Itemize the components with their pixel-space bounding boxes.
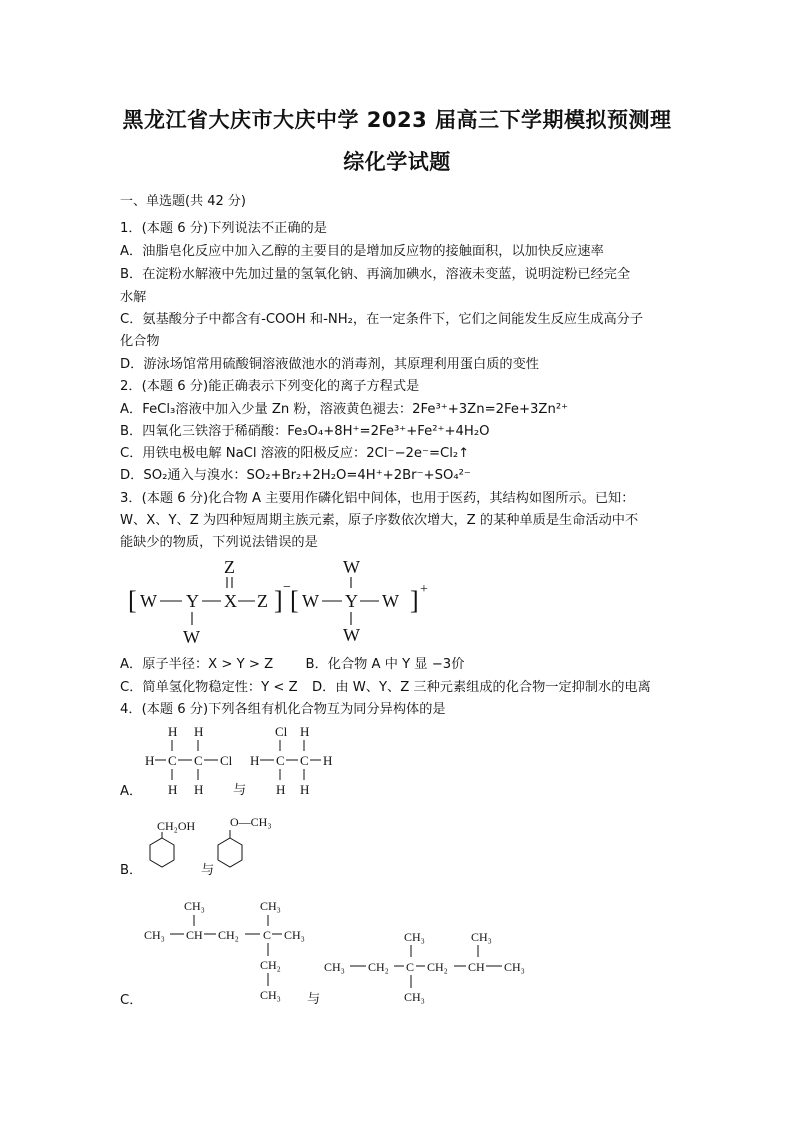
svg-text:H: H: [145, 753, 155, 768]
q1-option-a: A．油脂皂化反应中加入乙醇的主要目的是增加反应物的接触面积，以加快反应速率: [120, 244, 604, 259]
svg-text:CH₂: CH₂: [368, 960, 389, 974]
q4-option-a-yu: 与: [233, 783, 247, 798]
q2-option-b: B．四氧化三铁溶于稀硝酸：Fe₃O₄+8H⁺=2Fe³⁺+Fe²⁺+4H₂O: [120, 424, 490, 439]
section-header: 一、单选题(共 42 分): [120, 194, 246, 209]
atom-w-c-bottom: W: [343, 625, 360, 645]
svg-text:CH₃: CH₃: [184, 899, 205, 913]
ch2oh-label: CH₂OH: [157, 819, 196, 833]
q1-option-c-cont: 化合物: [120, 334, 160, 349]
atom-z-top: Z: [224, 557, 235, 577]
q3-structure-figure: [120, 555, 440, 650]
svg-text:CH₃: CH₃: [284, 928, 305, 942]
q4-option-a-structures: [140, 722, 340, 800]
svg-text:H: H: [168, 724, 178, 739]
q1-option-b-cont: 水解: [120, 290, 147, 305]
q1-option-b: B．在淀粉水解液中先加过量的氢氧化钠、再滴加碘水，溶液未变蓝，说明淀粉已经完全: [120, 267, 631, 282]
svg-text:CH₃: CH₃: [260, 899, 281, 913]
svg-text:CH₂: CH₂: [218, 928, 239, 942]
svg-text:CH₃: CH₃: [144, 928, 165, 942]
q4-option-c-yu: 与: [307, 992, 321, 1007]
svg-text:C: C: [300, 753, 309, 768]
bracket-right-2: ]: [410, 586, 419, 615]
q2-option-d: D．SO₂通入与溴水：SO₂+Br₂+2H₂O=4H⁺+2Br⁻+SO₄²⁻: [120, 468, 471, 483]
q4-option-a-label: A．: [120, 784, 143, 799]
svg-text:H: H: [194, 782, 204, 797]
q2-option-a: A．FeCl₃溶液中加入少量 Zn 粉，溶液黄色褪去：2Fe³⁺+3Zn=2Fe+3Zn²⁺: [120, 402, 569, 417]
svg-text:Cl: Cl: [275, 724, 288, 739]
och3-label: O—CH₃: [230, 815, 272, 829]
charge-plus: +: [420, 582, 428, 597]
atom-y: Y: [186, 591, 199, 611]
q3-option-a: A．原子半径：X > Y > Z: [120, 657, 274, 672]
q2-stem: 2．(本题 6 分)能正确表示下列变化的离子方程式是: [120, 379, 420, 394]
svg-text:CH: CH: [186, 928, 203, 942]
bracket-left-2: [: [290, 586, 299, 615]
atom-w: W: [140, 591, 157, 611]
svg-text:C: C: [263, 928, 272, 942]
q4-option-c-structures: [140, 893, 540, 1013]
q4-option-b-structures: [140, 810, 280, 878]
svg-text:H: H: [300, 724, 310, 739]
svg-text:CH₃: CH₃: [404, 990, 425, 1004]
doc-title-line1: 黑龙江省大庆市大庆中学 2023 届高三下学期模拟预测理: [122, 108, 672, 132]
atom-z: Z: [257, 591, 268, 611]
q3-option-b: B．化合物 A 中 Y 显 −3价: [305, 657, 465, 672]
bracket-left-1: [: [128, 586, 137, 615]
doc-title-line2: 综化学试题: [343, 150, 451, 174]
atom-w-bottom: W: [183, 627, 200, 647]
q4-option-c-label: C．: [120, 993, 143, 1008]
q3-options-ab: [120, 656, 680, 674]
svg-text:CH₃: CH₃: [404, 930, 425, 944]
svg-text:CH₂: CH₂: [427, 960, 448, 974]
q1-stem: 1．(本题 6 分)下列说法不正确的是: [120, 221, 327, 236]
q1-option-c: C．氨基酸分子中都含有-COOH 和-NH₂，在一定条件下，它们之间能发生反应生成高分子: [120, 312, 644, 327]
svg-text:CH₃: CH₃: [324, 960, 345, 974]
svg-text:H: H: [168, 782, 178, 797]
svg-text:CH₃: CH₃: [260, 988, 281, 1002]
q4-stem: 4．(本题 6 分)下列各组有机化合物互为同分异构体的是: [120, 702, 446, 717]
svg-text:CH₂: CH₂: [260, 958, 281, 972]
q1-option-d: D．游泳场馆常用硫酸铜溶液做池水的消毒剂，其原理利用蛋白质的变性: [120, 357, 539, 372]
cyclohexane-ring-2: [218, 838, 242, 867]
q3-options-cd: [120, 679, 680, 697]
svg-text:C: C: [406, 960, 415, 974]
svg-text:H: H: [300, 782, 310, 797]
q3-option-c: C．简单氢化物稳定性：Y < Z: [120, 680, 298, 695]
q4-option-b-yu: 与: [201, 863, 215, 878]
svg-text:H: H: [194, 724, 204, 739]
bracket-right-1: ]: [274, 586, 283, 615]
q3-stem-2: W、X、Y、Z 为四种短周期主族元素，原子序数依次增大，Z 的某种单质是生命活动中不: [120, 513, 639, 528]
svg-text:H: H: [276, 782, 286, 797]
q4-option-b-label: B．: [120, 863, 143, 878]
svg-text:CH₃: CH₃: [471, 930, 492, 944]
svg-text:Cl: Cl: [220, 753, 233, 768]
atom-y-c: Y: [345, 591, 358, 611]
atom-w-c1: W: [302, 591, 319, 611]
svg-text:H: H: [250, 753, 260, 768]
svg-text:C: C: [194, 753, 203, 768]
q3-stem-3: 能缺少的物质，下列说法错误的是: [120, 535, 318, 550]
atom-x: X: [224, 591, 237, 611]
atom-w-c2: W: [382, 591, 399, 611]
q3-option-d: D．由 W、Y、Z 三种元素组成的化合物一定抑制水的电离: [312, 680, 651, 695]
svg-text:C: C: [168, 753, 177, 768]
q3-stem-1: 3．(本题 6 分)化合物 A 主要用作磷化铝中间体，也用于医药，其结构如图所示。已知：: [120, 491, 635, 506]
atom-w-c-top: W: [343, 557, 360, 577]
q2-option-c: C．用铁电极电解 NaCl 溶液的阳极反应：2Cl⁻−2e⁻=Cl₂↑: [120, 446, 470, 461]
cyclohexane-ring-1: [150, 838, 174, 867]
svg-text:H: H: [323, 753, 333, 768]
svg-text:C: C: [276, 753, 285, 768]
charge-minus: −: [283, 580, 291, 595]
svg-text:CH₃: CH₃: [504, 960, 525, 974]
svg-text:CH: CH: [468, 960, 485, 974]
